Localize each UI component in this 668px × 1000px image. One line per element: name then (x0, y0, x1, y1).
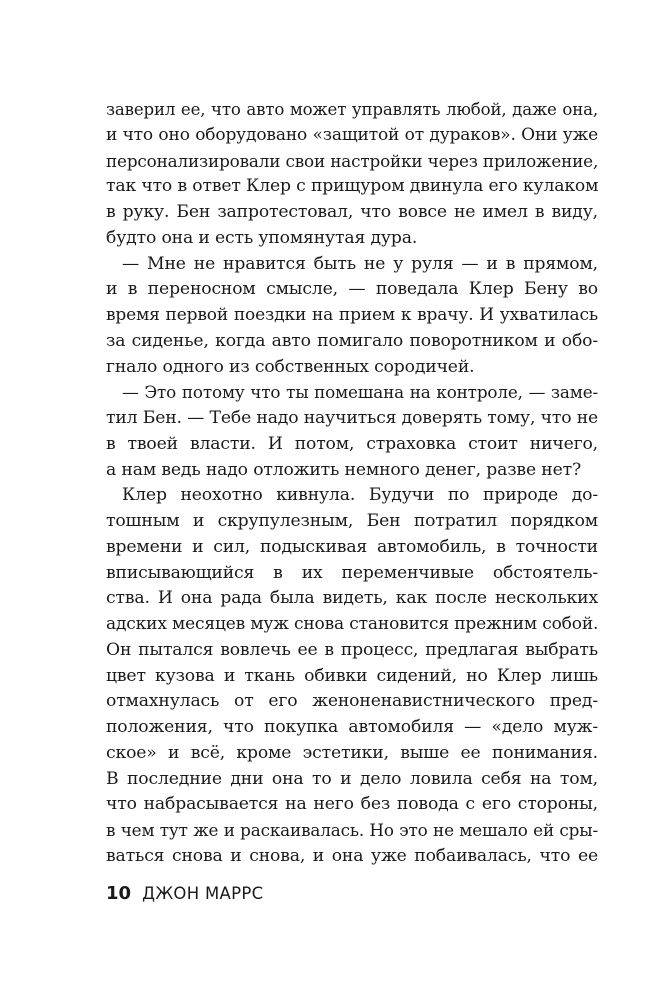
text-line: а нам ведь надо отложить немного денег, разве нет? (106, 459, 582, 480)
text-line: в руку. Бен запротестовал, что вовсе не имел в виду, (106, 202, 598, 222)
text-line: — Это потому что ты помешана на контроле, — заме- (122, 382, 598, 403)
text-line: гнало одного из собственных сородичей. (106, 356, 475, 377)
book-page-body (106, 97, 598, 870)
text-line: ства. И она рада была видеть, как после нескольких (106, 588, 598, 609)
text-line: тошным и скрупулезным, Бен потратил порядком (106, 511, 598, 531)
text-line: в чем тут же и раскаивалась. Но это не мешало ей сры- (106, 820, 598, 840)
text-line: тил Бен. — Тебе надо научиться доверять тому, что не (106, 408, 599, 428)
text-line: заверил ее, что авто может управлять любой, даже она, (106, 100, 598, 119)
page-number: 10 (106, 883, 132, 904)
running-head-author: ДЖОН МАРРС (142, 884, 264, 903)
text-line: и что оно оборудовано «защитой от дураков». Они уже (106, 124, 598, 145)
text-line: ваться снова и снова, и она уже побаивалась, что ее (106, 845, 598, 866)
text-line: что набрасывается на него без повода с его стороны, (106, 794, 598, 815)
text-line: Он пытался вовлечь ее в процесс, предлагая выбрать (106, 639, 598, 660)
text-line: Клер неохотно кивнула. Будучи по природе до- (122, 485, 598, 506)
text-line: за сиденье, когда авто помигало поворотником и обо- (106, 330, 598, 351)
text-line: отмахнулась от его женоненавистнического пред- (106, 691, 598, 712)
text-line: ское» и всё, кроме эстетики, выше ее понимания. (106, 742, 598, 763)
text-line: — Мне не нравится быть не у руля — и в прямом, (122, 253, 598, 274)
text-line: положения, что покупка автомобиля — «дело муж- (106, 717, 598, 737)
text-line: В последние дни она то и дело ловила себя на том, (106, 768, 598, 789)
text-line: цвет кузова и ткань обивки сидений, но Клер лишь (106, 665, 598, 686)
text-line: вписывающийся в их переменчивые обстоятель- (106, 562, 598, 583)
text-line: в твоей власти. И потом, страховка стоит ничего, (106, 433, 598, 454)
text-line: адских месяцев муж снова становится прежним собой. (106, 614, 599, 634)
page-footer (106, 883, 263, 904)
text-line: время первой поездки на прием к врачу. И ухватилась (106, 305, 598, 325)
text-line: и в переносном смысле, — поведала Клер Бену во (106, 279, 598, 300)
text-line: времени и сил, подыскивая автомобиль, в точности (106, 536, 598, 557)
text-line: так что в ответ Клер с прищуром двинула его кулаком (106, 176, 599, 197)
text-line: персонализировали свои настройки через приложение, (106, 150, 599, 171)
text-line: будто она и есть упомянутая дура. (106, 227, 418, 248)
